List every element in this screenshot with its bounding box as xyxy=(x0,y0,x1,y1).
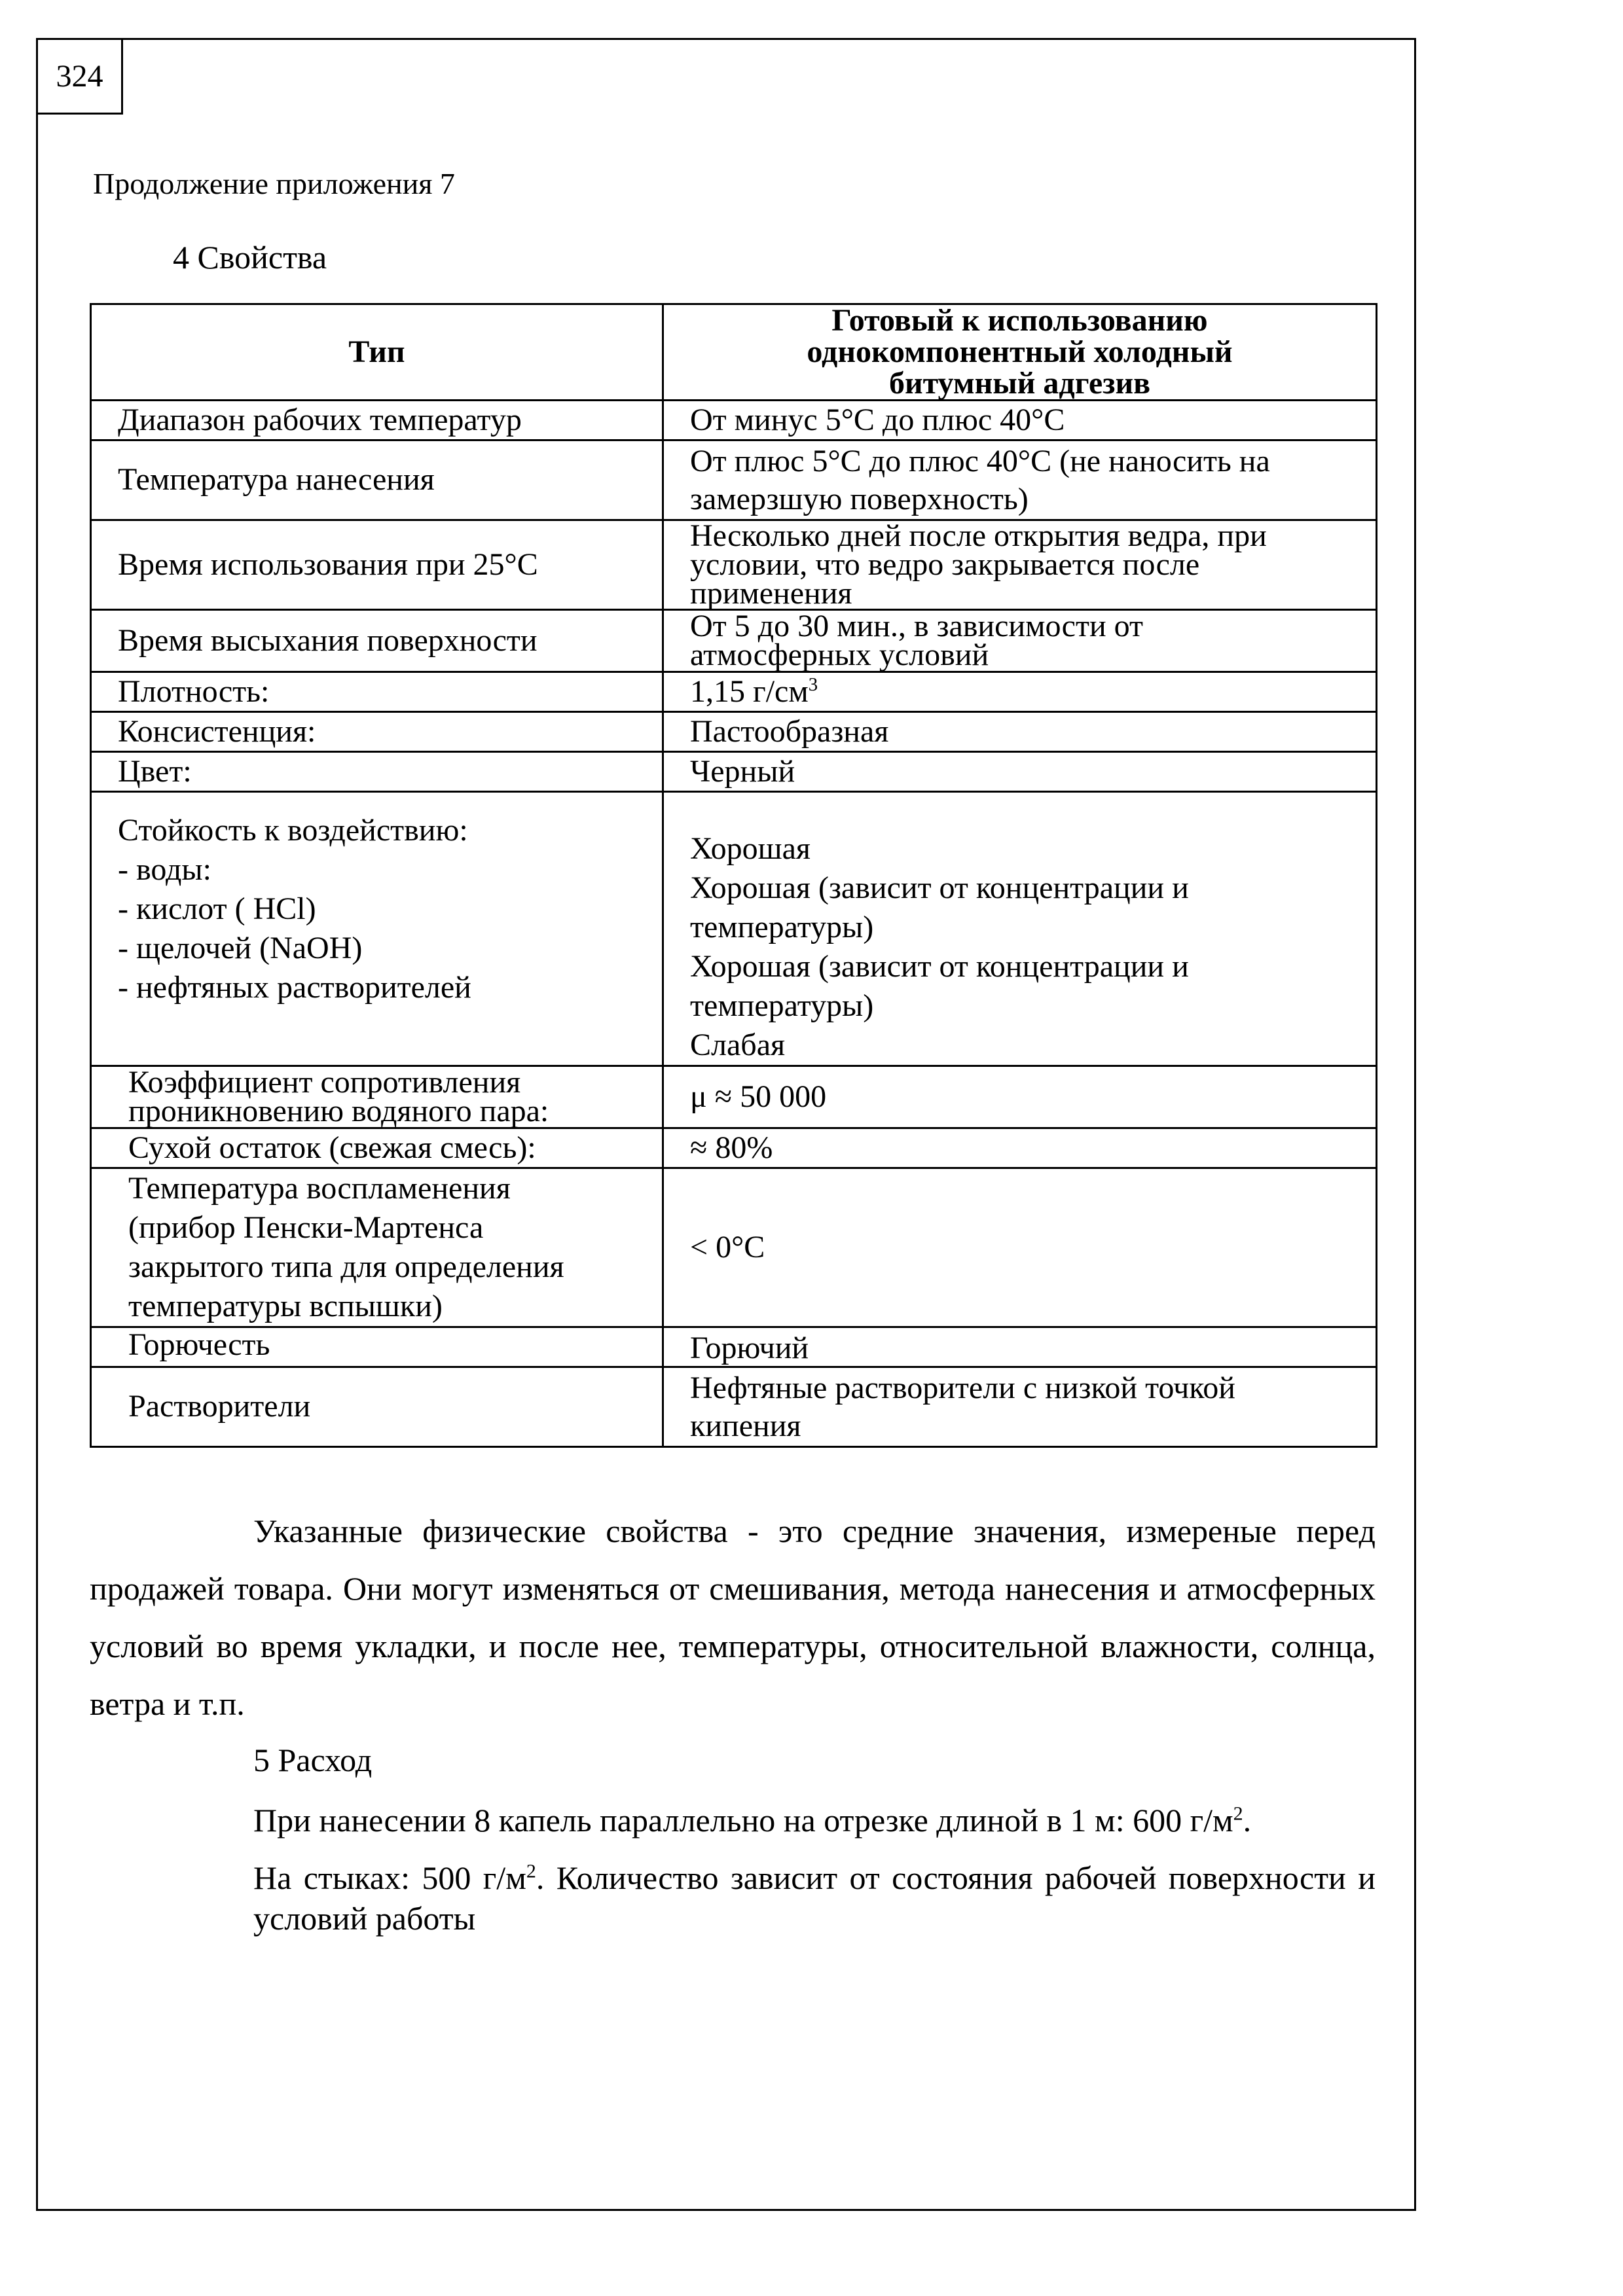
row-value: От плюс 5°С до плюс 40°С (не наносить на замерзшую поверхность) xyxy=(663,440,1377,520)
table-row xyxy=(91,440,1377,520)
row-label: Растворители xyxy=(91,1367,663,1447)
consumption-line-joints: На стыках: 500 $г/м^2$. Количество зависит от состояния рабочей поверхности и условий работы xyxy=(253,1859,1376,1937)
row-label: Горючесть xyxy=(91,1327,663,1367)
section-title-properties: 4 Свойства xyxy=(173,239,327,276)
table-row xyxy=(91,1066,1377,1128)
row-value: Хорошая Хорошая (зависит от концентрации и температуры) Хорошая (зависит от концентрации и температуры) Слабая xyxy=(663,792,1377,1066)
row-value: 1,15 $г/см^3$ xyxy=(663,672,1377,712)
row-value: Черный xyxy=(663,752,1377,792)
table-row xyxy=(91,1367,1377,1447)
header-type: Тип xyxy=(91,304,663,401)
row-label: Стойкость к воздействию: - воды: - кислот ( HCl) - щелочей (NaOH) - нефтяных растворителей xyxy=(91,792,663,1066)
header-product: Готовый к использованию однокомпонентный холодный битумный адгезив xyxy=(663,304,1377,401)
table-row xyxy=(91,1168,1377,1327)
page-number: 324 xyxy=(36,38,123,115)
row-value: Нефтяные растворители с низкой точкой кипения xyxy=(663,1367,1377,1447)
row-value: μ ≈ 50 000 xyxy=(663,1066,1377,1128)
table-header-row xyxy=(91,304,1377,401)
row-label: Плотность: xyxy=(91,672,663,712)
row-label: Цвет: xyxy=(91,752,663,792)
row-value: ≈ 80% xyxy=(663,1128,1377,1168)
table-row xyxy=(91,672,1377,712)
row-label: Температура воспламенения (прибор Пенски-Мартенса закрытого типа для определения температуры вспышки) xyxy=(91,1168,663,1327)
appendix-continuation: Продолжение приложения 7 xyxy=(93,167,455,200)
consumption-line-drops: При нанесении 8 капель параллельно на отрезке длиной в 1 м: 600 $г/м^2$. xyxy=(253,1802,1252,1839)
section-title-consumption: 5 Расход xyxy=(253,1742,373,1778)
row-value: Пастообразная xyxy=(663,712,1377,752)
table-row xyxy=(91,1128,1377,1168)
row-label: Время использования при 25°С xyxy=(91,520,663,610)
table-row xyxy=(91,752,1377,792)
row-label: Консистенция: xyxy=(91,712,663,752)
row-label: Коэффициент сопротивления проникновению водяного пара: xyxy=(91,1066,663,1128)
table-row xyxy=(91,610,1377,672)
table-row xyxy=(91,712,1377,752)
row-label: Диапазон рабочих температур xyxy=(91,401,663,440)
table-row xyxy=(91,792,1377,1066)
physical-properties-note: Указанные физические свойства - это средние значения, измереные перед продажей товара. Они могут изменяться от смешивания, метода нанесения и атмосферных условий во время укладки, и после нее, температуры, относительной влажности, солнца, ветра и т.п. xyxy=(90,1513,1376,1722)
properties-table xyxy=(90,303,1377,1448)
row-value: От 5 до 30 мин., в зависимости от атмосферных условий xyxy=(663,610,1377,672)
row-value: < 0°С xyxy=(663,1168,1377,1327)
row-label: Температура нанесения xyxy=(91,440,663,520)
table-row xyxy=(91,401,1377,440)
row-value: От минус 5°С до плюс 40°С xyxy=(663,401,1377,440)
row-label: Сухой остаток (свежая смесь): xyxy=(91,1128,663,1168)
row-value: Горючий xyxy=(663,1327,1377,1367)
table-row xyxy=(91,1327,1377,1367)
table-row xyxy=(91,520,1377,610)
row-value: Несколько дней после открытия ведра, при условии, что ведро закрывается после применения xyxy=(663,520,1377,610)
row-label: Время высыхания поверхности xyxy=(91,610,663,672)
